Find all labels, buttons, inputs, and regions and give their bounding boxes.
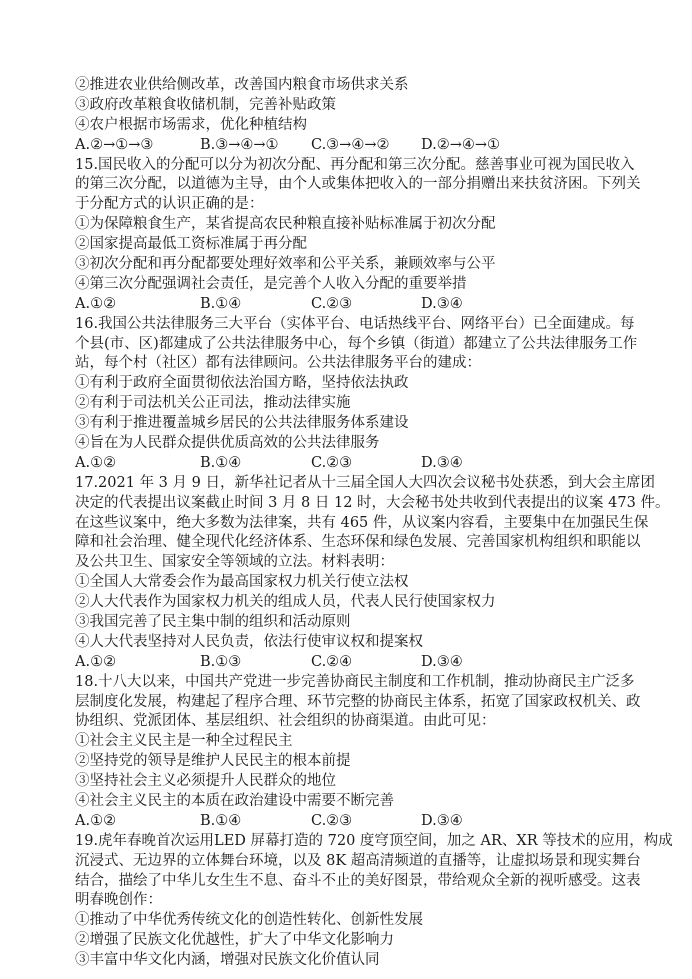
q15-item-4: ④第三次分配强调社会责任，是完善个人收入分配的重要举措 — [75, 275, 467, 292]
q16-option-a: A.①② — [75, 454, 117, 471]
q17-option-a: A.①② — [75, 653, 117, 670]
q18-item-2: ②坚持党的领导是维护人民民主的根本前提 — [75, 753, 351, 770]
q18-options — [75, 812, 655, 832]
q14-item-2: ②推进农业供给侧改革，改善国内粮食市场供求关系 — [75, 77, 409, 93]
q19-stem-line: 明春晚创作： — [75, 892, 162, 909]
q17-option-b: B.①③ — [200, 653, 242, 670]
q15-stem-line: 于分配方式的认识正确的是： — [75, 196, 264, 213]
q16-stem-line: 16.我国公共法律服务三大平台（实体平台、电话热线平台、网络平台）已全面建成。每 — [75, 315, 635, 332]
q18-option-a: A.①② — [75, 812, 117, 829]
q18-item-1: ①社会主义民主是一种全过程民主 — [75, 733, 293, 750]
q16-option-b: B.①④ — [200, 454, 242, 471]
q17-option-c: C.②④ — [311, 653, 353, 670]
q15-item-2: ②国家提高最低工资标准属于再分配 — [75, 236, 307, 253]
q18-stem-line: 层制度化发展，构建起了程序合理、环节完整的协商民主体系，拓宽了国家政权机关、政 — [75, 693, 641, 710]
q17-stem-line: 决定的代表提出议案截止时间 3 月 8 日 12 时，大会秘书处共收到代表提出的议案 473 件。 — [75, 494, 670, 511]
q15-stem-line: 15.国民收入的分配可以分为初次分配、再分配和第三次分配。慈善事业可视为国民收入 — [75, 156, 635, 173]
q16-stem-line: 站，每个村（社区）都有法律顾问。公共法律服务平台的建成： — [75, 355, 481, 372]
q15-item-3: ③初次分配和再分配都要处理好效率和公平关系，兼顾效率与公平 — [75, 256, 496, 272]
q15-option-c: C.②③ — [311, 295, 353, 312]
q18-item-4: ④社会主义民主的本质在政治建设中需要不断完善 — [75, 793, 394, 809]
q17-stem-line: 及公共卫生、国家安全等领域的立法。材料表明： — [75, 554, 394, 571]
q16-stem-line: 个县(市、区)都建成了公共法律服务中心，每个乡镇（街道）都建立了公共法律服务工作 — [75, 335, 638, 352]
q18-option-c: C.②③ — [311, 812, 353, 829]
q15-item-1: ①为保障粮食生产，某省提高农民种粮直接补贴标准属于初次分配 — [75, 216, 496, 233]
q17-options — [75, 653, 655, 673]
q18-option-b: B.①④ — [200, 812, 242, 829]
q14-option-b: B.③→④→① — [200, 136, 279, 153]
q17-item-4: ④人大代表坚持对人民负责，依法行使审议权和提案权 — [75, 633, 423, 650]
q19-stem-line: 19.虎年春晚首次运用LED 屏幕打造的 720 度穹顶空间，加之 AR、XR 等技术的应用，构成 — [75, 832, 673, 849]
q15-option-a: A.①② — [75, 295, 117, 312]
q18-stem-line: 协组织、党派团体、基层组织、社会组织的协商渠道。由此可见： — [75, 713, 496, 730]
q16-item-2: ②有利于司法机关公正司法，推动法律实施 — [75, 395, 351, 412]
q16-item-4: ④旨在为人民群众提供优质高效的公共法律服务 — [75, 435, 380, 451]
q18-stem-line: 18.十八大以来，中国共产党进一步完善协商民主制度和工作机制，推动协商民主广泛多 — [75, 673, 635, 690]
q19-item-2: ②增强了民族文化优越性，扩大了中华文化影响力 — [75, 932, 394, 949]
q16-item-1: ①有利于政府全面贯彻依法治国方略，坚持依法执政 — [75, 375, 409, 392]
q16-item-3: ③有利于推进覆盖城乡居民的公共法律服务体系建设 — [75, 415, 409, 432]
q19-stem-line: 结合，描绘了中华儿女生生不息、奋斗不止的美好图景，带给观众全新的视听感受。这表 — [75, 872, 641, 889]
q17-item-1: ①全国人大常委会作为最高国家权力机关行使立法权 — [75, 574, 409, 591]
q17-option-d: D.③④ — [421, 653, 463, 670]
q17-item-3: ③我国完善了民主集中制的组织和活动原则 — [75, 614, 351, 630]
q18-option-d: D.③④ — [421, 812, 463, 829]
q16-options — [75, 454, 655, 474]
q19-stem-line: 沉浸式、无边界的立体舞台环境，以及 8K 超高清频道的直播等，让虚拟场景和现实舞台 — [75, 852, 641, 869]
q14-item-4: ④农户根据市场需求，优化种植结构 — [75, 116, 307, 133]
q17-stem-line: 17.2021 年 3 月 9 日，新华社记者从十三届全国人大四次会议秘书处获悉，到大会主席团 — [75, 474, 655, 491]
q14-option-a: A.②→①→③ — [75, 136, 154, 153]
q15-options — [75, 295, 655, 315]
q15-option-d: D.③④ — [421, 295, 463, 312]
q14-options — [75, 136, 655, 156]
q14-option-d: D.②→④→① — [421, 136, 501, 153]
q14-option-c: C.③→④→② — [311, 136, 390, 153]
q15-option-b: B.①④ — [200, 295, 242, 312]
q17-stem-line: 障和社会治理、健全现代化经济体系、生态环保和绿色发展、完善国家机构组织和职能以 — [75, 534, 641, 551]
q18-item-3: ③坚持社会主义必须提升人民群众的地位 — [75, 773, 336, 790]
q17-item-2: ②人大代表作为国家权力机关的组成人员，代表人民行使国家权力 — [75, 594, 496, 611]
q19-item-1: ①推动了中华优秀传统文化的创造性转化、创新性发展 — [75, 912, 423, 929]
q19-item-3: ③丰富中华文化内涵，增强对民族文化价值认同 — [75, 952, 380, 969]
q17-stem-line: 在这些议案中，绝大多数为法律案，共有 465 件，从议案内容看，主要集中在加强民生保 — [75, 514, 649, 531]
q15-stem-line: 的第三次分配，以道德为主导，由个人或集体把收入的一部分捐赠出来扶贫济困。下列关 — [75, 176, 641, 193]
q16-option-c: C.②③ — [311, 454, 353, 471]
q14-item-3: ③政府改革粮食收储机制，完善补贴政策 — [75, 96, 336, 113]
q16-option-d: D.③④ — [421, 454, 463, 471]
